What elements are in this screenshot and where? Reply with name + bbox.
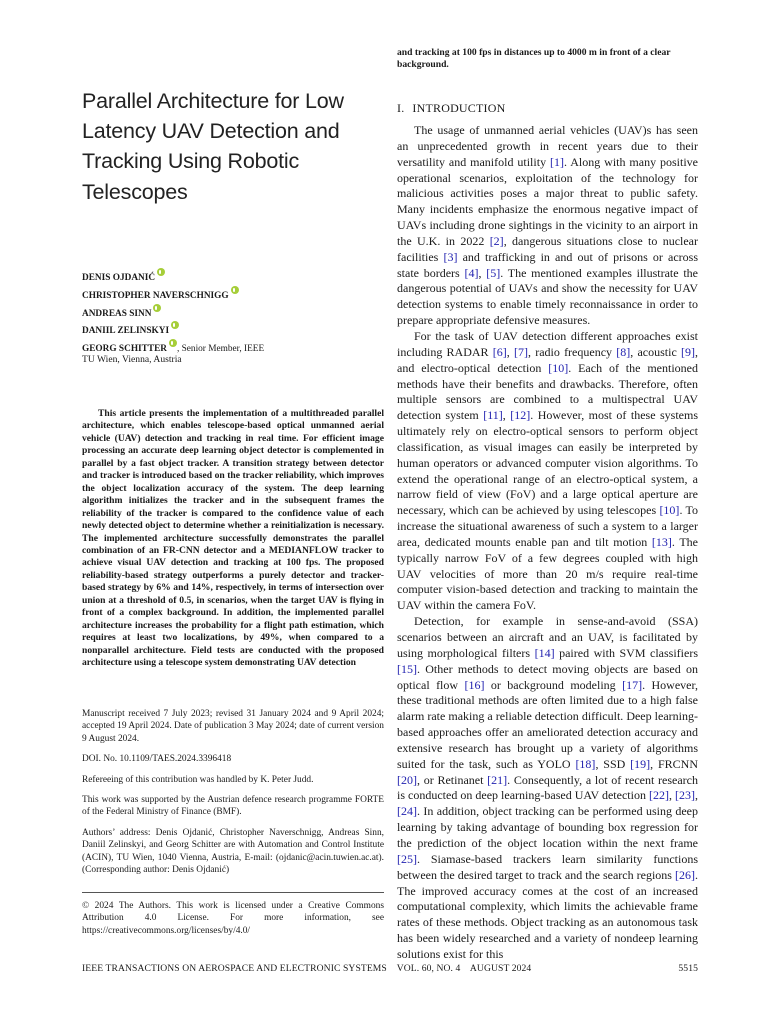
paragraph-text: , bbox=[506, 344, 514, 359]
author-3 bbox=[82, 304, 382, 322]
citation-link[interactable]: [15] bbox=[397, 661, 417, 676]
intro-paragraph-1 bbox=[397, 123, 698, 329]
paragraph-text: paired with SVM classifiers bbox=[554, 645, 699, 660]
abstract: This article presents the implementation of a multithreaded parallel architecture, which enables telescope-based optical unmanned aerial vehicle (UAV) detection and tracking in real time. For efficient image processing an accurate deep learning object detector is complemented in parallel by a fast object tracker. A transition strategy between detector and tracker is introduced based on the tracker reliability, which improves the object localization accuracy of the system. The deep learning algorithm initializes the tracker and in the subsequent frames the reliability of the tracker is compared to the confidence value of each newly detected object to determine whether a reinitialization is necessary. The implemented architecture successfully demonstrates the parallel combination of an FR-CNN detector and a MEDIANFLOW tracker to achieve visual UAV detection and tracking at 100 fps. The proposed reliability-based strategy outperforms a purely detector and tracker-based strategy by 6% and 14%, respectively, in terms of intersection over union at a threshold of 0.5, in scenarios, when the target UAV is flying in front of a complex background. In addition, the implemented parallel architecture increases the probability for a flight path estimation, which requires at least two localizations, by 49%, when compared to a nonparallel architecture. Field tests are conducted with the proposed architecture using a telescope system demonstrating UAV detection bbox=[82, 408, 384, 669]
footnote-dates: Manuscript received 7 July 2023; revised 31 January 2024 and 9 April 2024; accepted 19 April 2024. Date of publication 3 May 2024; date of current version 9 August 2024. bbox=[82, 709, 384, 744]
section-heading bbox=[397, 101, 505, 116]
journal-info: IEEE TRANSACTIONS ON AEROSPACE AND ELECTRONIC SYSTEMS VOL. 60, NO. 4 AUGUST 2024 bbox=[82, 963, 532, 974]
citation-link[interactable]: [25] bbox=[397, 851, 417, 866]
section-number: I. bbox=[397, 101, 405, 115]
citation-link[interactable]: [14] bbox=[534, 645, 555, 660]
footnote-doi: DOI. No. 10.1109/TAES.2024.3396418 bbox=[82, 754, 232, 765]
paragraph-text: . To increase the situational awareness of such a system to a larger area, dedicated mounts enable pan and tilt motion bbox=[397, 503, 699, 549]
paragraph-text: . However, most of these systems ultimately rely on electro-optical sensors to perform object classification, as visual images can easily be interpreted by human operators or advanced computer vision algorithms. To extend the operational range of an electro-optical system, a narrow field of view (FoV) and a large optical aperture are necessary, which can be achieved by using telescopes bbox=[397, 408, 698, 518]
citation-link[interactable]: [7] bbox=[513, 344, 528, 359]
citation-link[interactable]: [13] bbox=[651, 534, 672, 549]
paragraph-text: . The improved accuracy comes at the cost of an increased computational complexity, which limits the achievable frame rates of these methods. Object tracking as an autonomous task has been widely researched and a variety of nondeep learning solutions exist for this bbox=[397, 867, 698, 961]
intro-paragraph-2 bbox=[397, 329, 698, 614]
citation-link[interactable]: [21] bbox=[487, 772, 508, 787]
paragraph-text: For the task of UAV detection different approaches exist including RADAR bbox=[397, 328, 698, 359]
paragraph-text: . The typically narrow FoV of a few degrees coupled with high UAV velocities of more than 20 m/s require real-time computer vision-based detection and tracking to maintain the UAV within the camera FoV. bbox=[397, 534, 698, 613]
paragraph-text: , dangerous situations close to nuclear facilities bbox=[397, 233, 698, 264]
paragraph-text: . Each of the mentioned methods have their benefits and drawbacks. Therefore, often multiple sensors are combined to a multispectral UAV detection system bbox=[397, 360, 698, 423]
footnote-funding: This work was supported by the Austrian defence research programme FORTE of the Federal Ministry of Finance (BMF). bbox=[82, 795, 384, 818]
section-title: INTRODUCTION bbox=[412, 101, 506, 115]
citation-link[interactable]: [20] bbox=[397, 772, 417, 787]
paragraph-text: , and electro-optical detection bbox=[397, 344, 698, 375]
author-name: GEORG SCHITTER bbox=[82, 344, 167, 355]
paragraph-text: , SSD bbox=[595, 756, 631, 771]
citation-link[interactable]: [10] bbox=[659, 503, 680, 518]
affiliation: TU Wien, Vienna, Austria bbox=[82, 353, 182, 365]
citation-link[interactable]: [17] bbox=[622, 677, 643, 692]
author-name: DANIIL ZELINSKYI bbox=[82, 326, 170, 337]
citation-link[interactable]: [19] bbox=[630, 756, 651, 771]
citation-link[interactable]: [1] bbox=[549, 154, 564, 169]
page-footer bbox=[82, 963, 698, 977]
paragraph-text: , bbox=[502, 408, 511, 423]
intro-body bbox=[397, 123, 698, 963]
citation-link[interactable]: [10] bbox=[548, 360, 569, 375]
paragraph-text: The usage of unmanned aerial vehicles (UAV)s has seen an unprecedented growth in recent years due to their versatility and manifold utility bbox=[397, 123, 698, 169]
footnotes bbox=[82, 708, 384, 884]
citation-link[interactable]: [18] bbox=[575, 756, 596, 771]
citation-link[interactable]: [23] bbox=[675, 788, 695, 803]
citation-link[interactable]: [2] bbox=[489, 233, 504, 248]
citation-link[interactable]: [24] bbox=[397, 804, 417, 819]
author-name: CHRISTOPHER NAVERSCHNIGG bbox=[82, 290, 229, 301]
license-notice: © 2024 The Authors. This work is licensed under a Creative Commons Attribution 4.0 License. For more information, see https://creativecommons.org/licenses/by/4.0/ bbox=[82, 901, 384, 936]
orcid-icon[interactable] bbox=[171, 321, 179, 329]
orcid-icon[interactable] bbox=[153, 304, 161, 312]
paragraph-text: Detection, for example in sense-and-avoid (SSA) scenarios between an aircraft and an UAV, is facilitated by using morphological filters bbox=[397, 614, 698, 660]
citation-link[interactable]: [8] bbox=[616, 344, 631, 359]
paragraph-text: or background modeling bbox=[484, 677, 623, 692]
footnote-divider bbox=[82, 892, 384, 893]
citation-link[interactable]: [6] bbox=[492, 344, 507, 359]
paragraph-text: . In addition, object tracking can be performed using deep learning by taking advantage of bounding box regression for the prediction of the object location within the next frame bbox=[397, 804, 698, 850]
paragraph-text: , bbox=[695, 788, 698, 803]
page-number: 5515 bbox=[678, 963, 698, 974]
paragraph-text: , FRCNN bbox=[650, 756, 698, 771]
abstract-continuation: and tracking at 100 fps in distances up to 4000 m in front of a clear background. bbox=[397, 47, 671, 71]
paragraph-text: . Along with many positive operational scenarios, exploitation of the technology for malicious activities poses a major threat to public safety. Many incidents emphasize the enormous negative impact of UAVs including drone sightings in the vicinity to an airport in the U.K. in 2022 bbox=[397, 154, 698, 248]
citation-link[interactable]: [9] bbox=[681, 344, 695, 359]
paragraph-text: . However, these traditional methods are often limited due to a high false alarm rate making a reliable detection difficult. Deep learning-based approaches offer an ameliorated detection accuracy and extensive research has brought up a variety of algorithms suited for the task, such as YOLO bbox=[397, 677, 698, 771]
paragraph-text: . The mentioned examples illustrate the dangerous potential of UAVs and show the necessity for UAV detection systems to enable timely reconnaissance in order to prepare appropriate defensive measures. bbox=[397, 265, 698, 328]
footnote-address: Authors’ address: Denis Ojdanić, Christopher Naverschnigg, Andreas Sinn, Daniil Zelinskyi, and Georg Schitter are with Automation and Control Institute (ACIN), TU Wien, 1040 Vienna, Austria, E-mail: (ojdanic@acin.tuwien.ac.at). (Corresponding author: Denis Ojdanić) bbox=[82, 827, 384, 876]
footnote-editor: Refereeing of this contribution was handled by K. Peter Judd. bbox=[82, 774, 314, 785]
orcid-icon[interactable] bbox=[157, 268, 165, 276]
citation-link[interactable]: [4] bbox=[464, 265, 479, 280]
citation-link[interactable]: [5] bbox=[486, 265, 501, 280]
author-block bbox=[82, 268, 382, 366]
paragraph-text: and trafficking in and out of prisons or across state borders bbox=[397, 249, 698, 280]
author-4 bbox=[82, 321, 382, 339]
paragraph-text: . Other methods to detect moving objects are based on optical flow bbox=[397, 661, 698, 692]
author-1 bbox=[82, 268, 382, 286]
paper-title: Parallel Architecture for Low Latency UAV Detection and Tracking Using Robotic Telescopes bbox=[82, 89, 344, 204]
citation-link[interactable]: [11] bbox=[483, 408, 503, 423]
paragraph-text: , bbox=[668, 788, 675, 803]
author-membership: , Senior Member, IEEE bbox=[176, 344, 265, 355]
orcid-icon[interactable] bbox=[169, 339, 177, 347]
author-name: ANDREAS SINN bbox=[82, 308, 152, 319]
paragraph-text: , or Retinanet bbox=[417, 772, 488, 787]
citation-link[interactable]: [16] bbox=[464, 677, 485, 692]
paragraph-text: . Siamase-based trackers learn similarity functions between the desired target to track and the search regions bbox=[397, 851, 698, 882]
citation-link[interactable]: [12] bbox=[510, 408, 531, 423]
citation-link[interactable]: [3] bbox=[443, 249, 458, 264]
citation-link[interactable]: [22] bbox=[648, 788, 669, 803]
paragraph-text: , bbox=[478, 265, 487, 280]
paragraph-text: , radio frequency bbox=[527, 344, 617, 359]
author-name: DENIS OJDANIĆ bbox=[82, 273, 156, 283]
citation-link[interactable]: [26] bbox=[675, 867, 695, 882]
paragraph-text: , acoustic bbox=[630, 344, 681, 359]
orcid-icon[interactable] bbox=[231, 286, 239, 294]
paragraph-text: . Consequently, a lot of recent research is conducted on deep learning-based UAV detection bbox=[397, 772, 699, 803]
author-2 bbox=[82, 286, 382, 304]
intro-paragraph-3 bbox=[397, 614, 698, 963]
